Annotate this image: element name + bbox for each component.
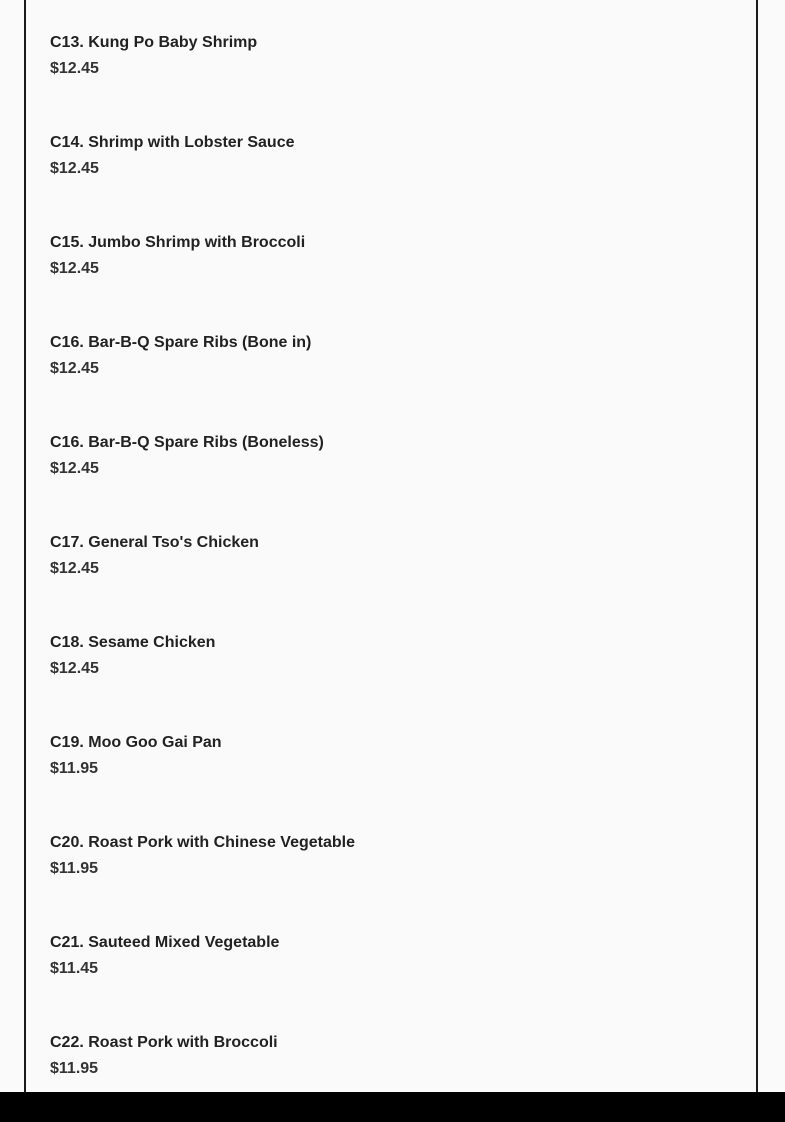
- item-price: $12.45: [50, 560, 99, 577]
- menu-item[interactable]: [50, 633, 756, 733]
- item-name: C21. Sauteed Mixed Vegetable: [50, 934, 280, 951]
- menu-item[interactable]: [50, 333, 756, 433]
- menu-item[interactable]: [50, 233, 756, 333]
- menu-panel: [24, 0, 758, 1092]
- menu-item[interactable]: [50, 533, 756, 633]
- item-price: $11.95: [50, 1060, 99, 1077]
- item-name: C20. Roast Pork with Chinese Vegetable: [50, 834, 355, 851]
- item-name: C16. Bar-B-Q Spare Ribs (Bone in): [50, 334, 312, 351]
- menu-list: [50, 33, 756, 1122]
- menu-item[interactable]: [50, 433, 756, 533]
- menu-item[interactable]: [50, 133, 756, 233]
- menu-item[interactable]: [50, 733, 756, 833]
- item-price: $12.45: [50, 60, 99, 77]
- item-name: C19. Moo Goo Gai Pan: [50, 734, 222, 751]
- item-name: C14. Shrimp with Lobster Sauce: [50, 134, 295, 151]
- item-price: $11.95: [50, 760, 99, 777]
- item-price: $12.45: [50, 660, 99, 677]
- item-name: C16. Bar-B-Q Spare Ribs (Boneless): [50, 434, 324, 451]
- item-price: $12.45: [50, 260, 99, 277]
- item-price: $12.45: [50, 160, 99, 177]
- item-price: $11.95: [50, 860, 99, 877]
- item-name: C17. General Tso's Chicken: [50, 534, 259, 551]
- item-name: C22. Roast Pork with Broccoli: [50, 1034, 278, 1051]
- menu-item[interactable]: [50, 33, 756, 133]
- menu-item[interactable]: [50, 933, 756, 1033]
- bottom-bar: [0, 1092, 785, 1122]
- item-price: $12.45: [50, 460, 99, 477]
- item-name: C15. Jumbo Shrimp with Broccoli: [50, 234, 306, 251]
- item-price: $11.45: [50, 960, 99, 977]
- menu-item[interactable]: [50, 833, 756, 933]
- item-name: C18. Sesame Chicken: [50, 634, 216, 651]
- item-price: $12.45: [50, 360, 99, 377]
- item-name: C13. Kung Po Baby Shrimp: [50, 34, 258, 51]
